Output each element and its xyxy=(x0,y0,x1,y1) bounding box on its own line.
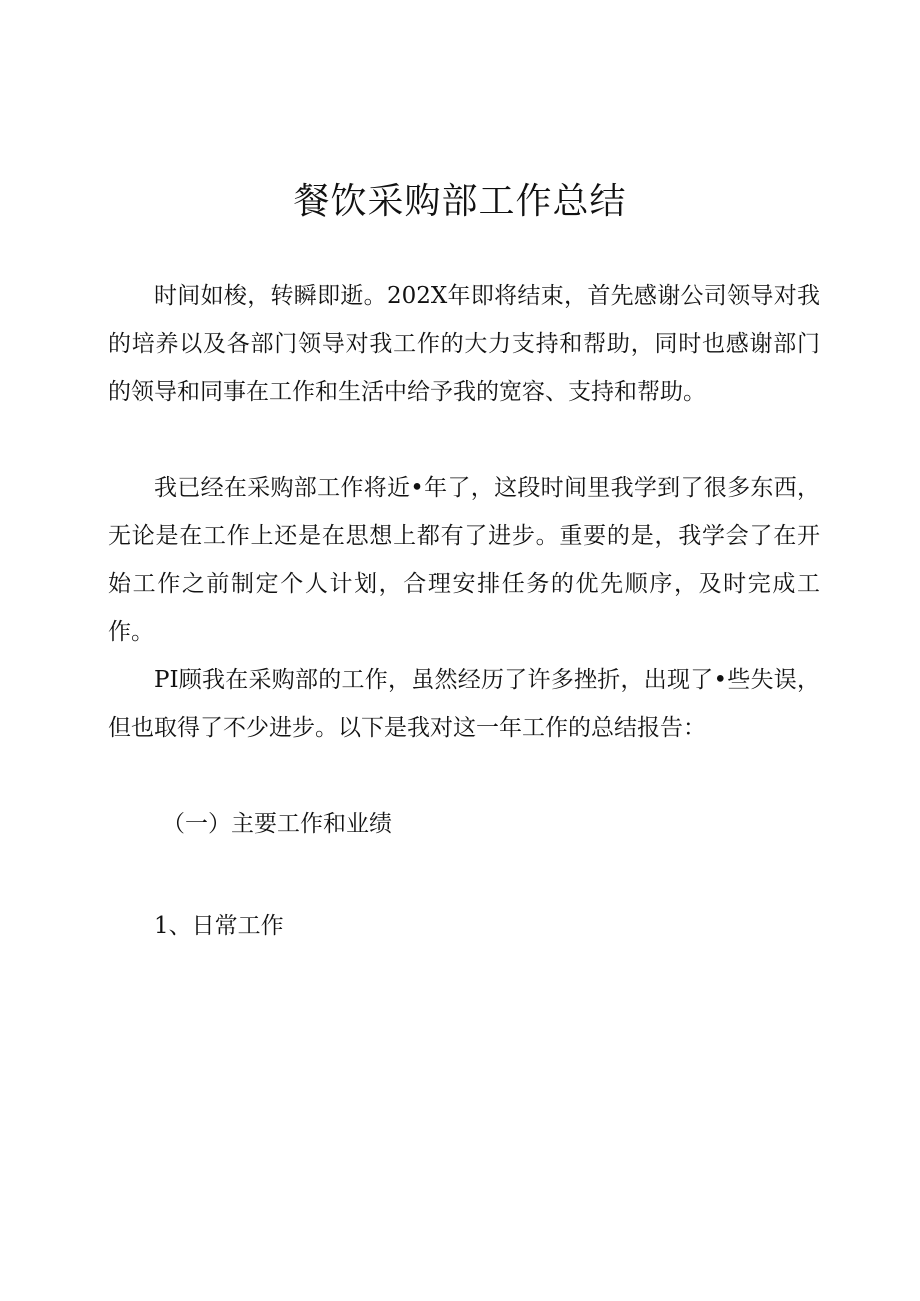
document-title: 餐饮采购部工作总结 xyxy=(293,181,627,222)
section-heading: （一）主要工作和业绩 xyxy=(162,811,392,837)
paragraph-experience: 我已经在采购部工作将近•年了，这段时间里我学到了很多东西，无论是在工作上还是在思想上都有了进步。重要的是，我学会了在开始工作之前制定个人计划，合理安排任务的优先顺序，及时完成工作。 xyxy=(108,475,820,645)
paragraph-review: PI顾我在采购部的工作，虽然经历了许多挫折，出现了•些失误，但也取得了不少进步。以下是我对这一年工作的总结报告： xyxy=(108,667,820,741)
sub-heading: 1、日常工作 xyxy=(154,913,284,939)
paragraph-intro: 时间如梭，转瞬即逝。202X年即将结束，首先感谢公司领导对我的培养以及各部门领导对我工作的大力支持和帮助，同时也感谢部门的领导和同事在工作和生活中给予我的宽容、支持和帮助。 xyxy=(108,283,820,405)
